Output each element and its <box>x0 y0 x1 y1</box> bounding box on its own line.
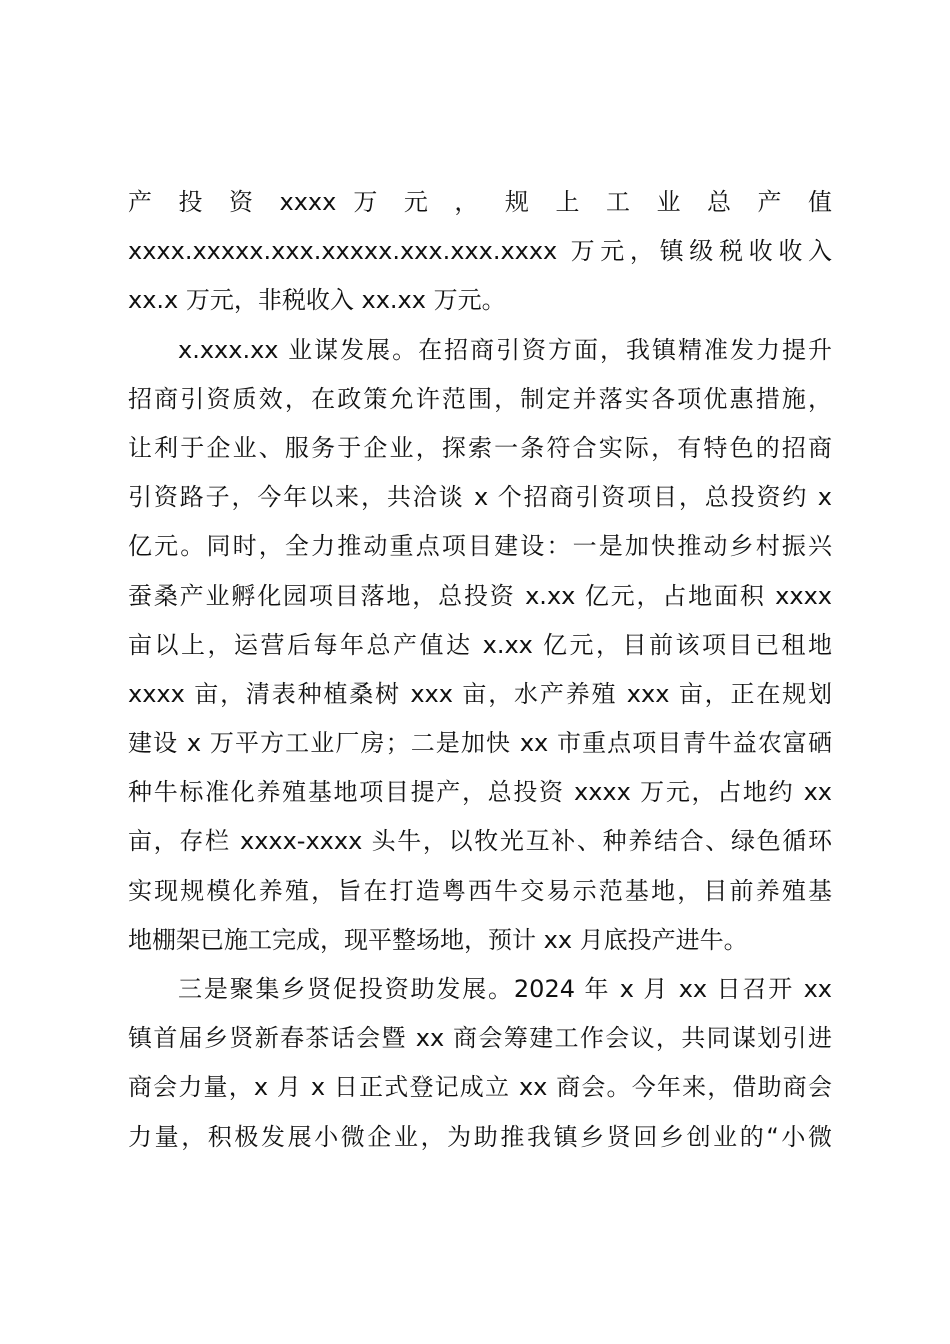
text-line: xx.x 万元，非税收入 xx.xx 万元。 <box>128 286 506 315</box>
text-line: 镇首届乡贤新春茶话会暨 xx 商会筹建工作会议，共同谋划引进 <box>128 1024 832 1053</box>
text-line: xxxx.xxxxx.xxx.xxxxx.xxx.xxx.xxxx 万元，镇级税收收入 <box>128 237 832 266</box>
document-body <box>128 178 832 1162</box>
text-line: 实现规模化养殖，旨在打造粤西牛交易示范基地，目前养殖基 <box>128 876 832 905</box>
text-line: 地棚架已施工完成，现平整场地，预计 xx 月底投产进牛。 <box>128 925 748 954</box>
text-line: 亩以上，运营后每年总产值达 x.xx 亿元，目前该项目已租地 <box>128 630 832 659</box>
paragraph-first-line: x.xxx.xx 业谋发展。在招商引资方面，我镇精准发力提升 <box>178 335 832 364</box>
text-line: 商会力量，x 月 x 日正式登记成立 xx 商会。今年来，借助商会 <box>128 1073 832 1102</box>
text-line: 亩，存栏 xxxx-xxxx 头牛，以牧光互补、种养结合、绿色循环 <box>128 827 832 856</box>
text-line: 力量，积极发展小微企业，为助推我镇乡贤回乡创业的“小微 <box>128 1122 832 1151</box>
paragraph-first-line: 三是聚集乡贤促投资助发展。2024 年 x 月 xx 日召开 xx <box>178 975 832 1003</box>
text-line: 蚕桑产业孵化园项目落地，总投资 x.xx 亿元，占地面积 xxxx <box>128 581 832 610</box>
text-line: 建设 x 万平方工业厂房；二是加快 xx 市重点项目青牛益农富硒 <box>128 729 832 758</box>
text-line: 产 投 资 xxxx 万 元 ， 规 上 工 业 总 产 值 <box>128 188 832 216</box>
text-line: 让利于企业、服务于企业，探索一条符合实际，有特色的招商 <box>128 433 832 462</box>
text-line: xxxx 亩，清表种植桑树 xxx 亩，水产养殖 xxx 亩，正在规划 <box>128 679 832 708</box>
text-line: 亿元。同时，全力推动重点项目建设：一是加快推动乡村振兴 <box>128 532 832 561</box>
text-line: 种牛标准化养殖基地项目提产，总投资 xxxx 万元，占地约 xx <box>128 778 832 807</box>
text-line: 引资路子，今年以来，共洽谈 x 个招商引资项目，总投资约 x <box>128 483 832 512</box>
text-line: 招商引资质效，在政策允许范围，制定并落实各项优惠措施， <box>128 384 832 413</box>
